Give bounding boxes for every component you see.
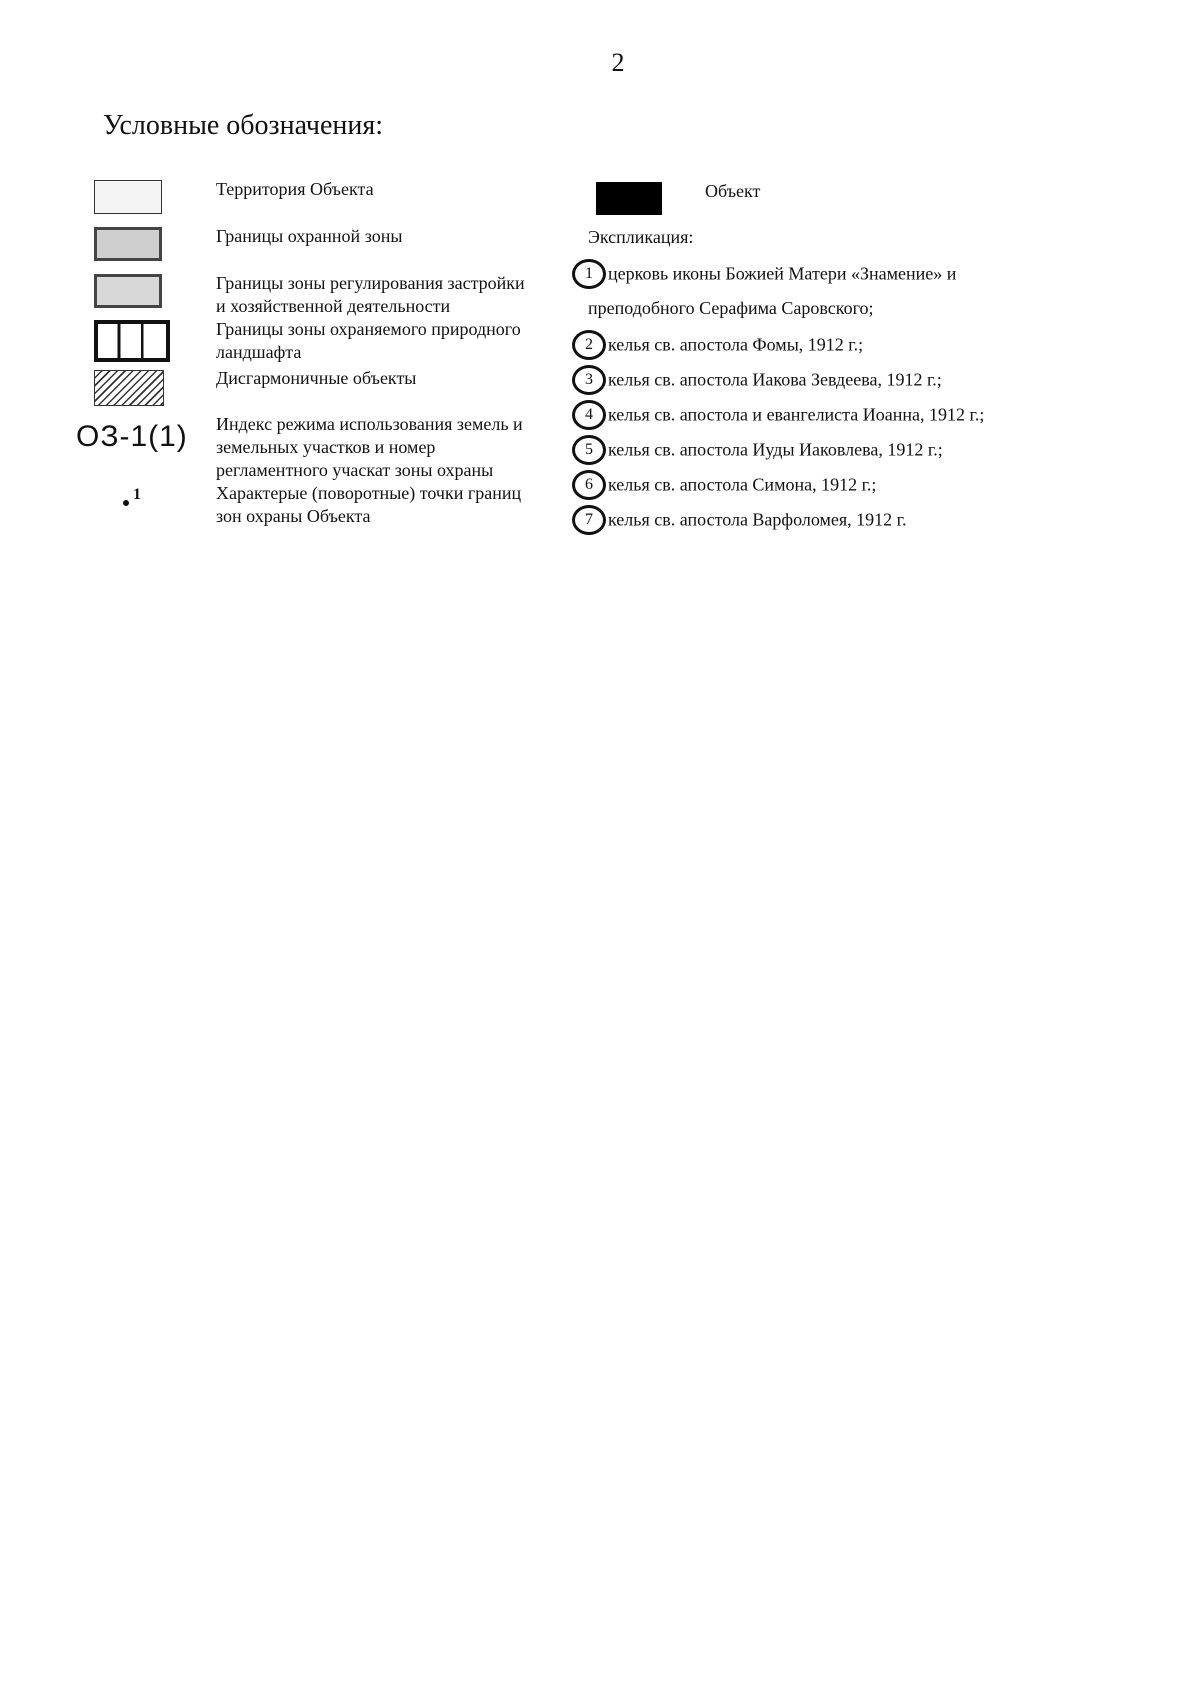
legend-label-protection-zone: Границы охранной зоны [216, 226, 403, 246]
explication-item-5 [572, 435, 943, 465]
legend-label-boundary-points: Характерые (поворотные) точки границ зон охраны Объекта [216, 483, 522, 526]
boundary-point-number: 1 [133, 486, 141, 503]
legend-title: Условные обозначения: [103, 110, 384, 141]
explication-text: келья св. апостола Симона, 1912 г.; [608, 474, 877, 495]
disharmonious-objects-symbol [94, 370, 164, 406]
legend-label-regulation-zone: Границы зоны регулирования застройки и хозяйственной деятельности [216, 273, 525, 316]
page-number: 2 [611, 48, 625, 77]
landscape-zone-symbol [94, 320, 170, 362]
explication-item-4 [572, 400, 984, 430]
number-circle-icon: 7 [572, 505, 606, 535]
explication-text: келья св. апостола Фомы, 1912 г.; [608, 334, 864, 355]
explication-item-1 [572, 259, 956, 289]
number-circle-icon: 2 [572, 330, 606, 360]
regulation-zone-symbol [94, 274, 162, 308]
number-circle-icon: 4 [572, 400, 606, 430]
explication-item-1-continued: преподобного Серафима Саровского; [588, 298, 874, 318]
explication-title: Экспликация: [588, 227, 694, 247]
legend-label-territory: Территория Объекта [216, 179, 374, 199]
territory-symbol [94, 180, 162, 214]
explication-item-3 [572, 365, 942, 395]
explication-text: церковь иконы Божией Матери «Знамение» и [608, 263, 957, 284]
number-circle-icon: 5 [572, 435, 606, 465]
explication-item-6 [572, 470, 876, 500]
explication-text: келья св. апостола Варфоломея, 1912 г. [608, 509, 907, 530]
number-circle-icon: 6 [572, 470, 606, 500]
number-circle-icon: 1 [572, 259, 606, 289]
protection-zone-symbol [94, 227, 162, 261]
number-circle-icon: 3 [572, 365, 606, 395]
explication-item-7 [572, 505, 907, 535]
object-symbol [596, 182, 662, 215]
explication-text: келья св. апостола и евангелиста Иоанна, 1912 г.; [608, 404, 985, 425]
zone-index-symbol: ОЗ-1(1) [76, 420, 188, 453]
legend-label-object: Объект [705, 181, 761, 201]
legend-label-zone-index: Индекс режима использования земель и земельных участков и номер регламентного учаскат зоны охраны [216, 414, 523, 480]
boundary-point-marker [123, 500, 129, 506]
legend-label-landscape-zone: Границы зоны охраняемого природного ландшафта [216, 319, 521, 362]
explication-text: келья св. апостола Иакова Зевдеева, 1912 г.; [608, 369, 942, 390]
explication-text: келья св. апостола Иуды Иаковлева, 1912 г.; [608, 439, 943, 460]
legend-label-disharmonious: Дисгармоничные объекты [216, 368, 417, 388]
explication-item-2 [572, 330, 863, 360]
